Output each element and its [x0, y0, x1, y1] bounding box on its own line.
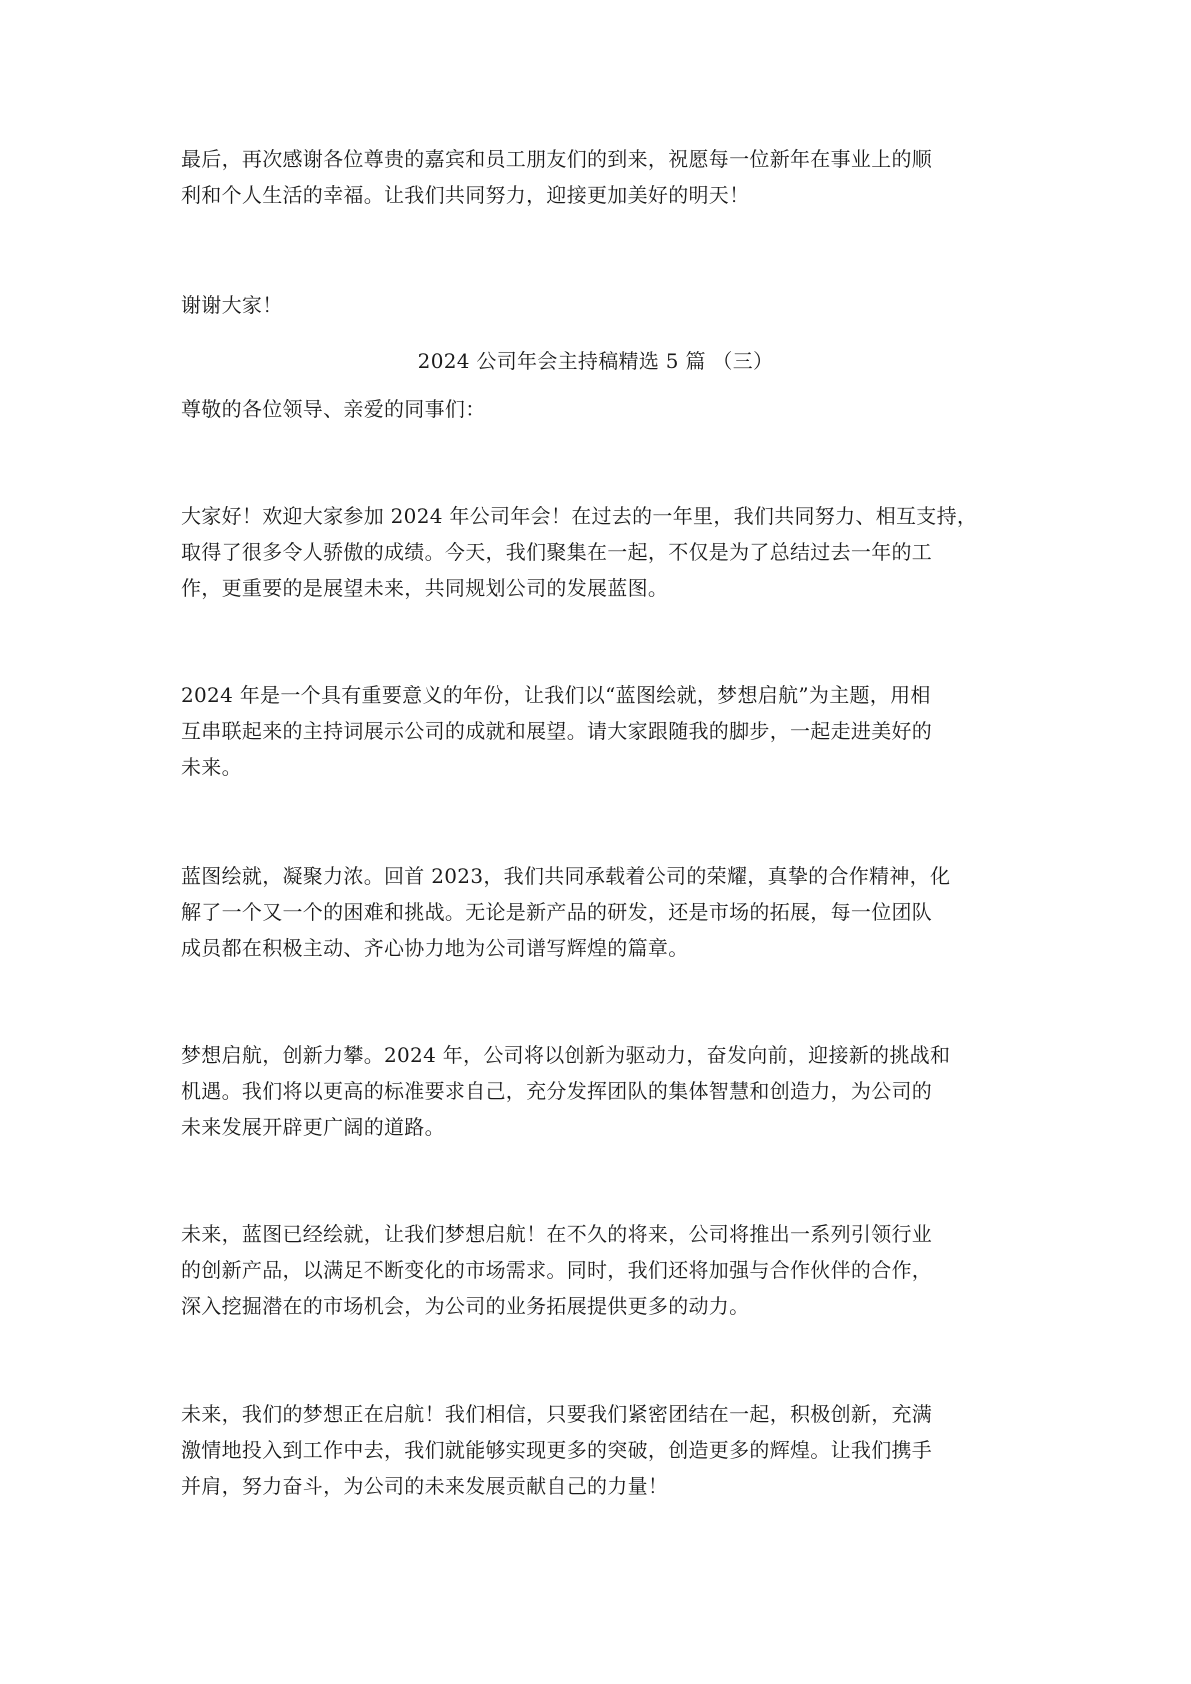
paragraph-dream-line-1: 梦想启航，创新力攀。2024 年，公司将以创新为驱动力，奋发向前，迎接新的挑战和	[181, 1043, 951, 1067]
paragraph-thanks: 谢谢大家！	[181, 293, 283, 317]
paragraph-blueprint-line-3: 成员都在积极主动、齐心协力地为公司谱写辉煌的篇章。	[181, 936, 689, 960]
paragraph-blueprint-line-2: 解了一个又一个的困难和挑战。无论是新产品的研发，还是市场的拓展，每一位团队	[181, 900, 933, 924]
paragraph-closing-call-line-3: 并肩，努力奋斗，为公司的未来发展贡献自己的力量！	[181, 1474, 669, 1498]
paragraph-dream-line-3: 未来发展开辟更广阔的道路。	[181, 1115, 445, 1139]
paragraph-closing-call-line-2: 激情地投入到工作中去，我们就能够实现更多的突破，创造更多的辉煌。让我们携手	[181, 1438, 933, 1462]
salutation: 尊敬的各位领导、亲爱的同事们：	[181, 397, 486, 421]
paragraph-closing-call-line-1: 未来，我们的梦想正在启航！我们相信，只要我们紧密团结在一起，积极创新，充满	[181, 1402, 933, 1426]
paragraph-welcome-line-3: 作，更重要的是展望未来，共同规划公司的发展蓝图。	[181, 576, 669, 600]
paragraph-welcome-line-1: 大家好！欢迎大家参加 2024 年公司年会！在过去的一年里，我们共同努力、相互支持，	[181, 504, 978, 528]
paragraph-theme-line-1: 2024 年是一个具有重要意义的年份，让我们以“蓝图绘就，梦想启航”为主题，用相	[181, 683, 931, 707]
paragraph-theme-line-3: 未来。	[181, 755, 242, 779]
paragraph-dream-line-2: 机遇。我们将以更高的标准要求自己，充分发挥团队的集体智慧和创造力，为公司的	[181, 1079, 933, 1103]
section-title: 2024 公司年会主持稿精选 5 篇 （三）	[417, 349, 774, 373]
paragraph-theme-line-2: 互串联起来的主持词展示公司的成就和展望。请大家跟随我的脚步，一起走进美好的	[181, 719, 933, 743]
paragraph-closing-line-1: 最后，再次感谢各位尊贵的嘉宾和员工朋友们的到来，祝愿每一位新年在事业上的顺	[181, 147, 933, 171]
paragraph-blueprint-line-1: 蓝图绘就，凝聚力浓。回首 2023，我们共同承载着公司的荣耀，真挚的合作精神，化	[181, 864, 951, 888]
paragraph-welcome-line-2: 取得了很多令人骄傲的成绩。今天，我们聚集在一起，不仅是为了总结过去一年的工	[181, 540, 933, 564]
paragraph-future-line-2: 的创新产品，以满足不断变化的市场需求。同时，我们还将加强与合作伙伴的合作，	[181, 1258, 933, 1282]
paragraph-closing-line-2: 利和个人生活的幸福。让我们共同努力，迎接更加美好的明天！	[181, 183, 750, 207]
paragraph-future-line-1: 未来，蓝图已经绘就，让我们梦想启航！在不久的将来，公司将推出一系列引领行业	[181, 1222, 933, 1246]
paragraph-future-line-3: 深入挖掘潜在的市场机会，为公司的业务拓展提供更多的动力。	[181, 1294, 750, 1318]
